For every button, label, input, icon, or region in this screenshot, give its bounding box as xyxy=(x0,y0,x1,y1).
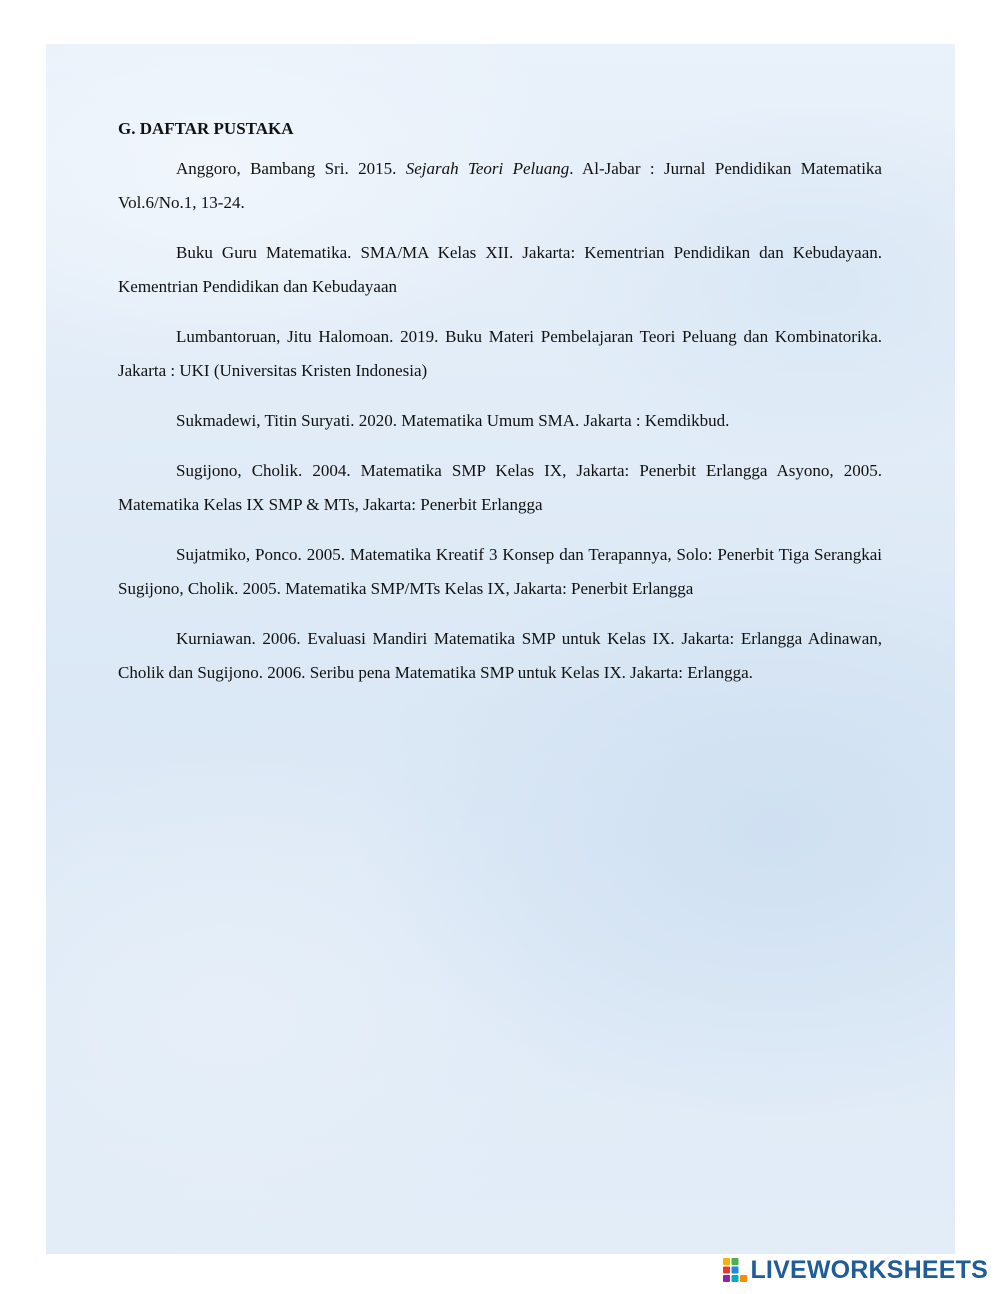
reference-item: Anggoro, Bambang Sri. 2015. Sejarah Teori Peluang. Al-Jabar : Jurnal Pendidikan Matematika Vol.6/No.1, 13-24. xyxy=(118,159,882,212)
brand-name: LIVEWORKSHEETS xyxy=(750,1255,988,1284)
bibliography-section xyxy=(118,118,882,706)
liveworksheets-logo-icon xyxy=(723,1258,747,1282)
reference-item: Sugijono, Cholik. 2004. Matematika SMP Kelas IX, Jakarta: Penerbit Erlangga Asyono, 2005. Matematika Kelas IX SMP & MTs, Jakarta: Penerbit Erlangga xyxy=(118,461,882,514)
reference-item: Sukmadewi, Titin Suryati. 2020. Matematika Umum SMA. Jakarta : Kemdikbud. xyxy=(176,411,730,430)
reference-item: Buku Guru Matematika. SMA/MA Kelas XII. Jakarta: Kementrian Pendidikan dan Kebudayaan. Kementrian Pendidikan dan Kebudayaan xyxy=(118,243,882,296)
reference-item: Kurniawan. 2006. Evaluasi Mandiri Matematika SMP untuk Kelas IX. Jakarta: Erlangga Adinawan, Cholik dan Sugijono. 2006. Seribu pena Matematika SMP untuk Kelas IX. Jakarta: Erlangga. xyxy=(118,629,882,682)
worksheet-page xyxy=(46,44,955,1254)
reference-item: Sujatmiko, Ponco. 2005. Matematika Kreatif 3 Konsep dan Terapannya, Solo: Penerbit Tiga Serangkai Sugijono, Cholik. 2005. Matematika SMP/MTs Kelas IX, Jakarta: Penerbit Erlangga xyxy=(118,545,882,598)
section-heading: G. DAFTAR PUSTAKA xyxy=(118,119,294,138)
liveworksheets-brand[interactable] xyxy=(723,1256,988,1284)
reference-item: Lumbantoruan, Jitu Halomoan. 2019. Buku Materi Pembelajaran Teori Peluang dan Kombinatorika. Jakarta : UKI (Universitas Kristen Indonesia) xyxy=(118,327,882,380)
